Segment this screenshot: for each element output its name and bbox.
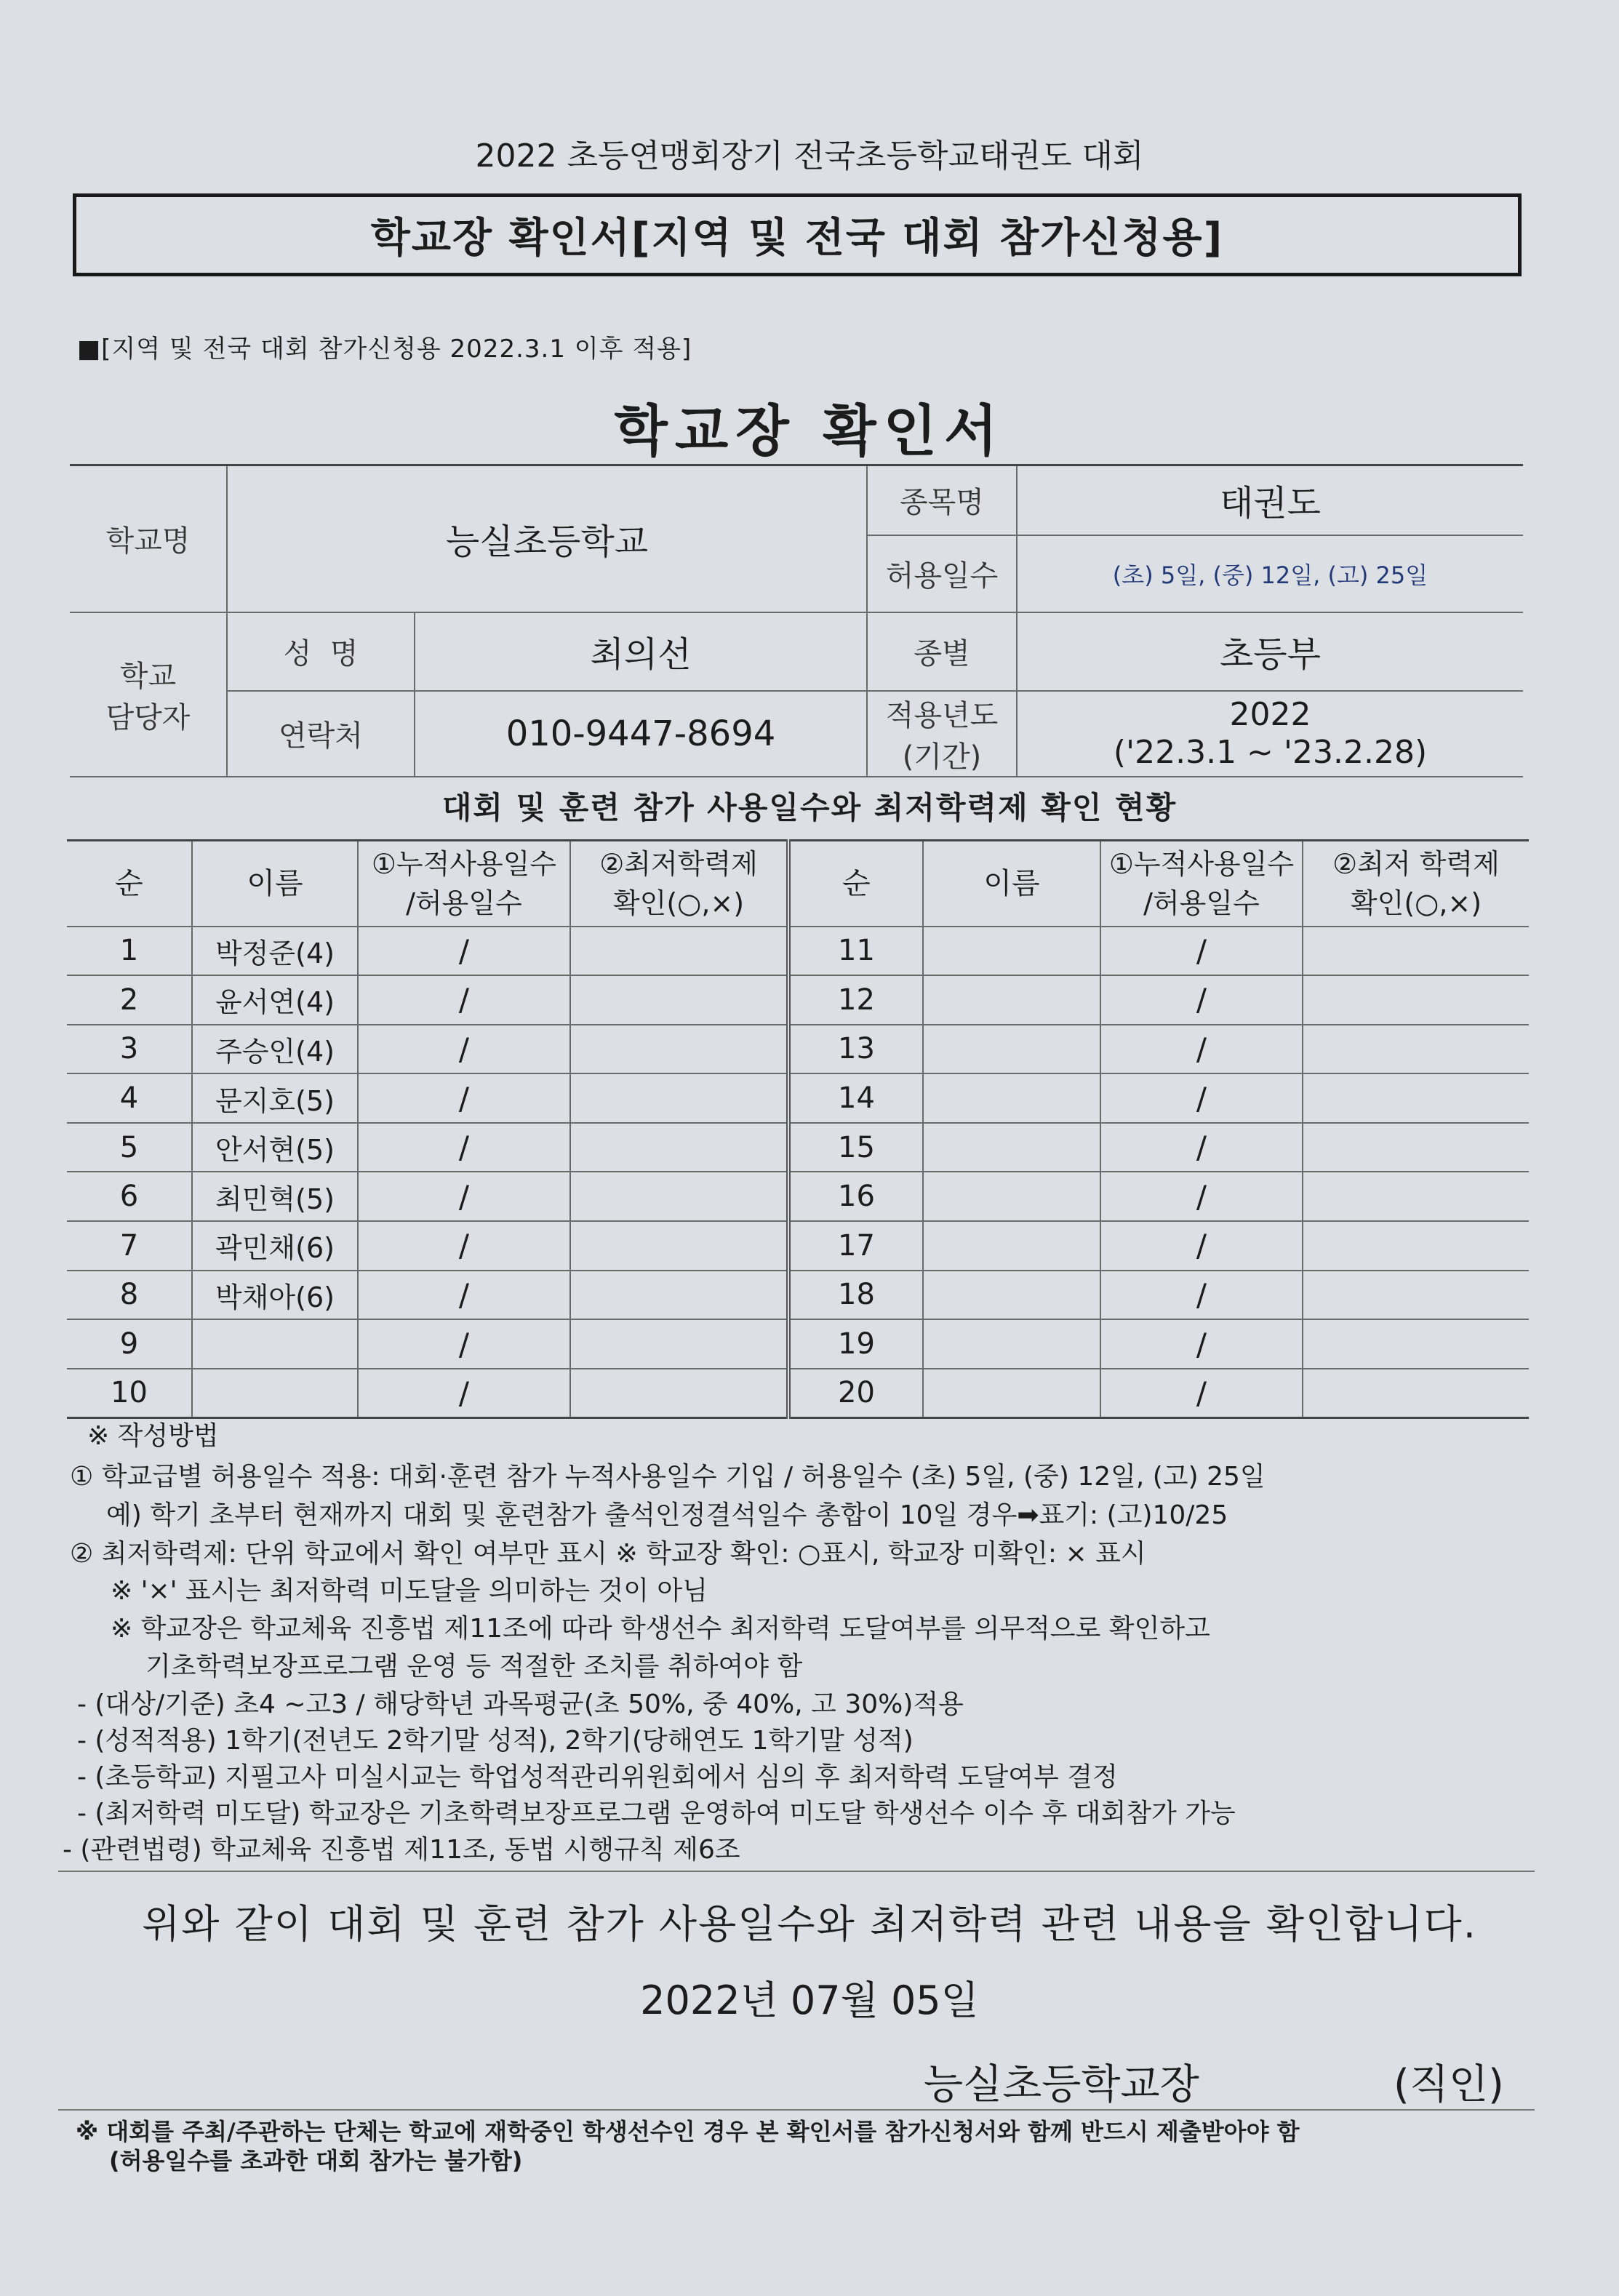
row-days-right: / [1100, 975, 1303, 1025]
school-name-label: 학교명 [70, 465, 227, 612]
header-days-line1: ①누적사용일수 [371, 847, 557, 880]
roster-row [67, 1123, 1529, 1172]
header-no: 순 [67, 841, 192, 927]
row-min-right [1303, 1369, 1529, 1418]
row-no-right: 15 [788, 1123, 923, 1172]
row-no-left: 7 [67, 1221, 192, 1271]
row-name-right [923, 1221, 1100, 1271]
roster-row [67, 1172, 1529, 1221]
roster-row [67, 1319, 1529, 1369]
row-no-right: 18 [788, 1271, 923, 1320]
participant-roster-table [67, 839, 1529, 1419]
sport-value: 태권도 [1017, 465, 1523, 535]
row-days-left: / [358, 1221, 570, 1271]
detail-4: - (최저학력 미도달) 학교장은 기초학력보장프로그램 운영하여 미도달 학생선수 이수 후 대회참가 가능 [77, 1799, 1236, 1828]
header-days-right-line1: ①누적사용일수 [1108, 847, 1295, 880]
document-title: 학교장 확인서 [614, 399, 1005, 463]
row-days-right: / [1100, 1369, 1303, 1418]
school-info-table [70, 464, 1523, 777]
row-min-right [1303, 1025, 1529, 1074]
row-min-left [570, 1369, 788, 1418]
row-name-right [923, 1025, 1100, 1074]
row-name-left: 곽민채(6) [192, 1221, 358, 1271]
row-no-left: 4 [67, 1073, 192, 1123]
school-name-value: 능실초등학교 [227, 465, 867, 612]
manager-label-line2: 담당자 [105, 700, 191, 735]
roster-row [67, 1073, 1529, 1123]
row-no-right: 12 [788, 975, 923, 1025]
row-days-left: / [358, 1369, 570, 1418]
principal-title: 능실초등학교장 [924, 2061, 1199, 2108]
row-min-left [570, 1123, 788, 1172]
applicability-notice: ■[지역 및 전국 대회 참가신청용 2022.3.1 이후 적용] [77, 335, 692, 364]
manager-name-label: 성 명 [227, 612, 415, 691]
row-no-left: 5 [67, 1123, 192, 1172]
row-no-right: 16 [788, 1172, 923, 1221]
footer-note-line1: ※ 대회를 주최/주관하는 단체는 학교에 재학중인 학생선수인 경우 본 확인서를 참가신청서와 함께 반드시 제출받아야 함 [76, 2118, 1300, 2145]
row-no-left: 1 [67, 927, 192, 976]
header-min-right-line2: 확인(○,×) [1350, 887, 1482, 919]
header-days-line2: /허용일수 [406, 887, 522, 919]
row-days-left: / [358, 1073, 570, 1123]
row-name-right [923, 1369, 1100, 1418]
row-name-left: 박채아(6) [192, 1271, 358, 1320]
row-days-left: / [358, 1123, 570, 1172]
divider-line [58, 1871, 1535, 1872]
school-manager-label [70, 612, 227, 777]
row-name-right [923, 1319, 1100, 1369]
row-min-right [1303, 927, 1529, 976]
row-no-right: 20 [788, 1369, 923, 1418]
confirmation-date: 2022년 07월 05일 [640, 1977, 979, 2023]
roster-section-title: 대회 및 훈련 참가 사용일수와 최저학력제 확인 현황 [441, 790, 1178, 825]
row-name-left: 윤서연(4) [192, 975, 358, 1025]
row-name-left: 박정준(4) [192, 927, 358, 976]
row-days-left: / [358, 927, 570, 976]
row-name-left [192, 1369, 358, 1418]
header-days [358, 841, 570, 927]
row-min-right [1303, 1319, 1529, 1369]
note-1-example: 예) 학기 초부터 현재까지 대회 및 훈련참가 출석인정결석일수 총합이 10일 경우➡표기: (고)10/25 [106, 1500, 1228, 1530]
note-2-sub-b: ※ 학교장은 학교체육 진흥법 제11조에 따라 학생선수 최저학력 도달여부를 의무적으로 확인하고 [111, 1614, 1210, 1644]
row-min-left [570, 927, 788, 976]
manager-label-line1: 학교 [119, 659, 177, 693]
category-label: 종별 [867, 612, 1017, 691]
row-no-right: 19 [788, 1319, 923, 1369]
row-no-left: 3 [67, 1025, 192, 1074]
row-no-right: 17 [788, 1221, 923, 1271]
row-days-left: / [358, 1271, 570, 1320]
row-name-right [923, 927, 1100, 976]
detail-5: - (관련법령) 학교체육 진흥법 제11조, 동법 시행규칙 제6조 [63, 1835, 740, 1865]
row-min-left [570, 1172, 788, 1221]
row-name-left: 안서현(5) [192, 1123, 358, 1172]
detail-1: - (대상/기준) 초4 ~고3 / 해당학년 과목평균(초 50%, 중 40%, 고 30%)적용 [77, 1689, 964, 1719]
applicable-year-value [1017, 691, 1523, 777]
row-min-right [1303, 1123, 1529, 1172]
year-label-line1: 적용년도 [885, 698, 999, 732]
row-days-right: / [1100, 1025, 1303, 1074]
row-min-right [1303, 1073, 1529, 1123]
row-days-left: / [358, 1025, 570, 1074]
header-min-line2: 확인(○,×) [612, 887, 745, 919]
note-2-sub-c: 기초학력보장프로그램 운영 등 적절한 조치를 취하여야 함 [145, 1652, 803, 1681]
row-min-left [570, 1221, 788, 1271]
row-name-left [192, 1319, 358, 1369]
note-2: ② 최저학력제: 단위 학교에서 확인 여부만 표시 ※ 학교장 확인: ○표시, 학교장 미확인: × 표시 [70, 1539, 1146, 1569]
header-no-right: 순 [788, 841, 923, 927]
row-min-left [570, 975, 788, 1025]
header-min-academic-right [1303, 841, 1529, 927]
year-label-line2: (기간) [902, 740, 982, 774]
official-seal-placeholder: (직인) [1394, 2061, 1504, 2108]
row-days-right: / [1100, 1319, 1303, 1369]
row-min-left [570, 1025, 788, 1074]
header-name: 이름 [192, 841, 358, 927]
row-name-right [923, 1073, 1100, 1123]
header-days-right [1100, 841, 1303, 927]
year-period: ('22.3.1 ~ '23.2.28) [1113, 733, 1428, 771]
row-days-left: / [358, 1319, 570, 1369]
row-name-right [923, 1172, 1100, 1221]
footer-note-line2: (허용일수를 초과한 대회 참가는 불가함) [109, 2147, 523, 2175]
row-no-right: 14 [788, 1073, 923, 1123]
row-min-right [1303, 1172, 1529, 1221]
event-title: 2022 초등연맹회장기 전국초등학교태권도 대회 [475, 137, 1144, 175]
row-name-right [923, 1123, 1100, 1172]
row-min-right [1303, 1271, 1529, 1320]
row-days-left: / [358, 975, 570, 1025]
row-min-left [570, 1319, 788, 1369]
confirmation-statement: 위와 같이 대회 및 훈련 참가 사용일수와 최저학력 관련 내용을 확인합니다. [142, 1901, 1477, 1947]
manager-name-value: 최의선 [415, 612, 867, 691]
row-days-right: / [1100, 1271, 1303, 1320]
allowed-days-label: 허용일수 [867, 535, 1017, 612]
row-min-left [570, 1073, 788, 1123]
row-days-right: / [1100, 1221, 1303, 1271]
roster-row [67, 1271, 1529, 1320]
row-no-left: 2 [67, 975, 192, 1025]
footer-divider [58, 2109, 1535, 2111]
row-no-left: 6 [67, 1172, 192, 1221]
notes-heading: ※ 작성방법 [87, 1421, 219, 1451]
detail-3: - (초등학교) 지필고사 미실시교는 학업성적관리위원회에서 심의 후 최저학력 도달여부 결정 [77, 1762, 1118, 1792]
row-days-right: / [1100, 1172, 1303, 1221]
roster-row [67, 1025, 1529, 1074]
row-no-right: 13 [788, 1025, 923, 1074]
contact-value: 010-9447-8694 [415, 691, 867, 777]
header-min-academic [570, 841, 788, 927]
header-days-right-line2: /허용일수 [1143, 887, 1260, 919]
category-value: 초등부 [1017, 612, 1523, 691]
row-name-right [923, 975, 1100, 1025]
row-name-left: 문지호(5) [192, 1073, 358, 1123]
allowed-days-value: (초) 5일, (중) 12일, (고) 25일 [1017, 535, 1523, 612]
row-days-left: / [358, 1172, 570, 1221]
row-min-left [570, 1271, 788, 1320]
note-1: ① 학교급별 허용일수 적용: 대회·훈련 참가 누적사용일수 기입 / 허용일수 (초) 5일, (중) 12일, (고) 25일 [70, 1462, 1266, 1492]
row-days-right: / [1100, 1073, 1303, 1123]
header-name-right: 이름 [923, 841, 1100, 927]
year-value: 2022 [1229, 695, 1311, 733]
row-min-right [1303, 975, 1529, 1025]
roster-row [67, 1221, 1529, 1271]
row-days-right: / [1100, 1123, 1303, 1172]
row-no-right: 11 [788, 927, 923, 976]
row-no-left: 10 [67, 1369, 192, 1418]
roster-row [67, 975, 1529, 1025]
row-name-right [923, 1271, 1100, 1320]
detail-2: - (성적적용) 1학기(전년도 2학기말 성적), 2학기(당해연도 1학기말 성적) [77, 1726, 914, 1756]
roster-row [67, 927, 1529, 976]
row-name-left: 주승인(4) [192, 1025, 358, 1074]
roster-row [67, 1369, 1529, 1418]
form-title-box: 학교장 확인서[지역 및 전국 대회 참가신청용] [73, 193, 1522, 276]
header-min-line1: ②최저학력제 [599, 847, 758, 880]
row-no-left: 9 [67, 1319, 192, 1369]
applicable-year-label [867, 691, 1017, 777]
contact-label: 연락처 [227, 691, 415, 777]
note-2-sub-a: ※ '×' 표시는 최저학력 미도달을 의미하는 것이 아님 [111, 1576, 708, 1606]
row-name-left: 최민혁(5) [192, 1172, 358, 1221]
row-min-right [1303, 1221, 1529, 1271]
row-no-left: 8 [67, 1271, 192, 1320]
header-min-right-line1: ②최저 학력제 [1332, 847, 1500, 880]
row-days-right: / [1100, 927, 1303, 976]
sport-label: 종목명 [867, 465, 1017, 535]
